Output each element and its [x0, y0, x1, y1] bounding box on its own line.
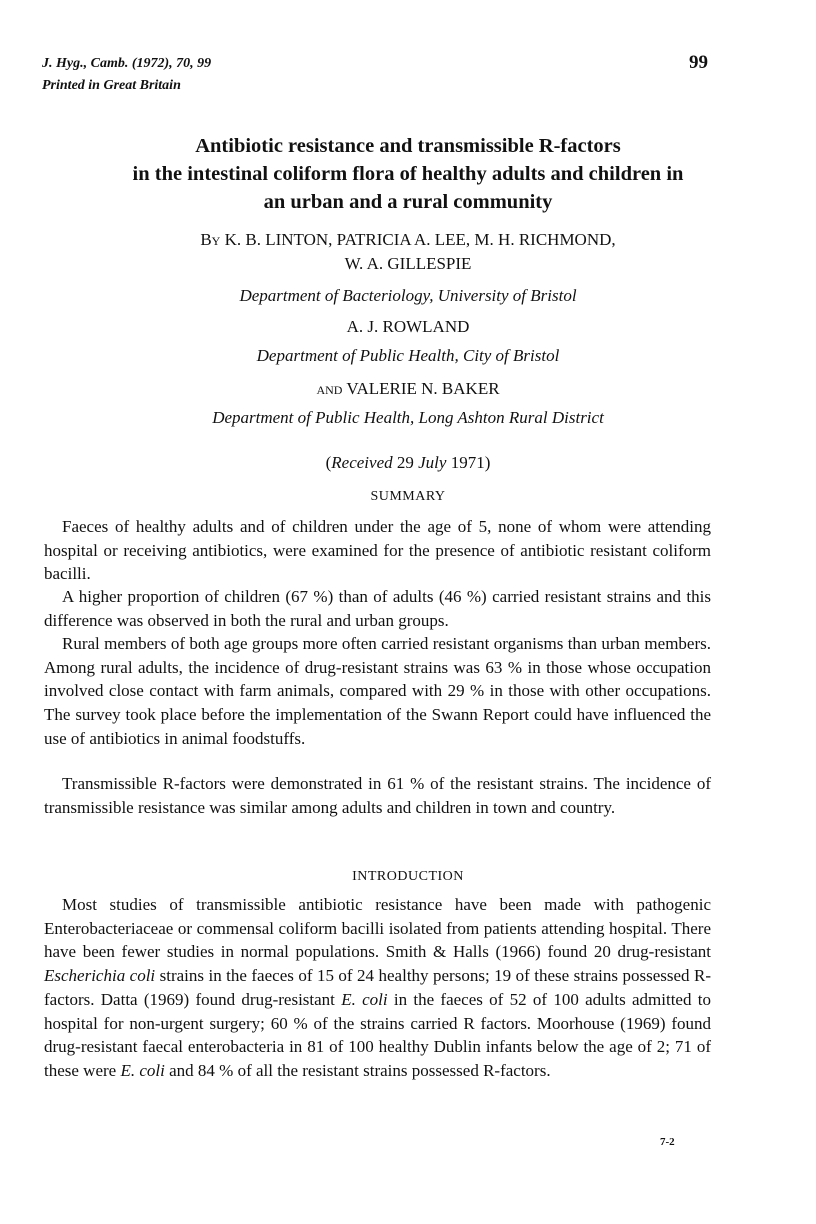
- introduction-heading: INTRODUCTION: [352, 869, 464, 884]
- title-line-3: an urban and a rural community: [263, 191, 553, 213]
- received-day: 29: [396, 453, 414, 472]
- summary-paragraph-3: Rural members of both age groups more often carried resistant organisms than urban members. Among rural adults, the incidence of drug-resistant strains was 63 % in those whose occupation involved close contact with farm animals, compared with 29 % in those with other occupations. The survey took place before the implementation of the Swann Report could have influenced the use of antibiotics in animal foodstuffs.: [44, 634, 711, 748]
- summary-paragraph-2: A higher proportion of children (67 %) than of adults (46 %) carried resistant strains and this difference was observed in both the rural and urban groups.: [44, 587, 711, 630]
- journal-line: J. Hyg., Camb. (1972), 70, 99: [42, 56, 212, 71]
- authors-group-1: [30, 228, 786, 276]
- authors-line-3: VALERIE N. BAKER: [346, 379, 500, 398]
- article-title: [30, 132, 786, 216]
- intro-text-d: and 84 % of all the resistant strains possessed R-factors.: [164, 1060, 551, 1080]
- authors-line-2: W. A. GILLESPIE: [344, 254, 472, 273]
- authors-line-1: K. B. LINTON, PATRICIA A. LEE, M. H. RICHMOND,: [224, 230, 616, 249]
- intro-italic-3: E. coli: [120, 1060, 165, 1080]
- affiliation-3: Department of Public Health, Long Ashton Rural District: [212, 408, 604, 427]
- authors-group-2: A. J. ROWLAND: [346, 317, 470, 336]
- intro-text-c: in the faeces of 52 of 100 adults admitted to hospital for non-urgent surgery; 60 % of the strains carried R factors. Moorhouse (1969) found drug-resistant faecal enterobacteria in 81 of 100 healthy Dublin infants below the age of 2; 71 of these were: [44, 989, 711, 1080]
- intro-text-b: strains in the faeces of 15 of 24 healthy persons; 19 of these strains possessed R-factors. Datta (1969) found drug-resistant: [44, 966, 711, 1009]
- intro-italic-2: E. coli: [341, 989, 388, 1009]
- journal-citation: [42, 53, 211, 97]
- received-date: (Received 29 July 1971): [325, 453, 491, 472]
- summary-heading: SUMMARY: [370, 489, 446, 504]
- printed-line: Printed in Great Britain: [42, 78, 181, 93]
- signature-mark: 7-2: [660, 1136, 675, 1148]
- received-word: Received: [331, 453, 393, 472]
- intro-italic-1: Escherichia coli: [44, 966, 156, 986]
- title-line-1: Antibiotic resistance and transmissible R-factors: [195, 135, 621, 157]
- and-word: and: [316, 379, 343, 398]
- summary-paragraph-1: Faeces of healthy adults and of children under the age of 5, none of whom were attending hospital or receiving antibiotics, were examined for the presence of antibiotic resistant coliform bacilli.: [44, 517, 711, 584]
- title-line-2: in the intestinal coliform flora of healthy adults and children in: [132, 163, 684, 185]
- intro-text-a: Most studies of transmissible antibiotic resistance have been made with pathogenic Enterobacteriaceae or commensal coliform bacilli isolated from patients attending hospital. There have been fewer studies in normal populations. Smith & Halls (1966) found 20 drug-resistant: [44, 895, 711, 962]
- summary-paragraph-4: Transmissible R-factors were demonstrated in 61 % of the resistant strains. The incidence of transmissible resistance was similar among adults and children in town and country.: [44, 774, 711, 817]
- by-word: By: [200, 230, 221, 249]
- authors-group-3: [30, 377, 786, 401]
- affiliation-1: Department of Bacteriology, University of Bristol: [239, 286, 577, 305]
- received-year: 1971: [450, 453, 485, 472]
- affiliation-2: Department of Public Health, City of Bristol: [256, 346, 560, 365]
- introduction-paragraph-1: [44, 893, 711, 1083]
- received-month: July: [418, 453, 447, 472]
- page-number: 99: [689, 52, 708, 73]
